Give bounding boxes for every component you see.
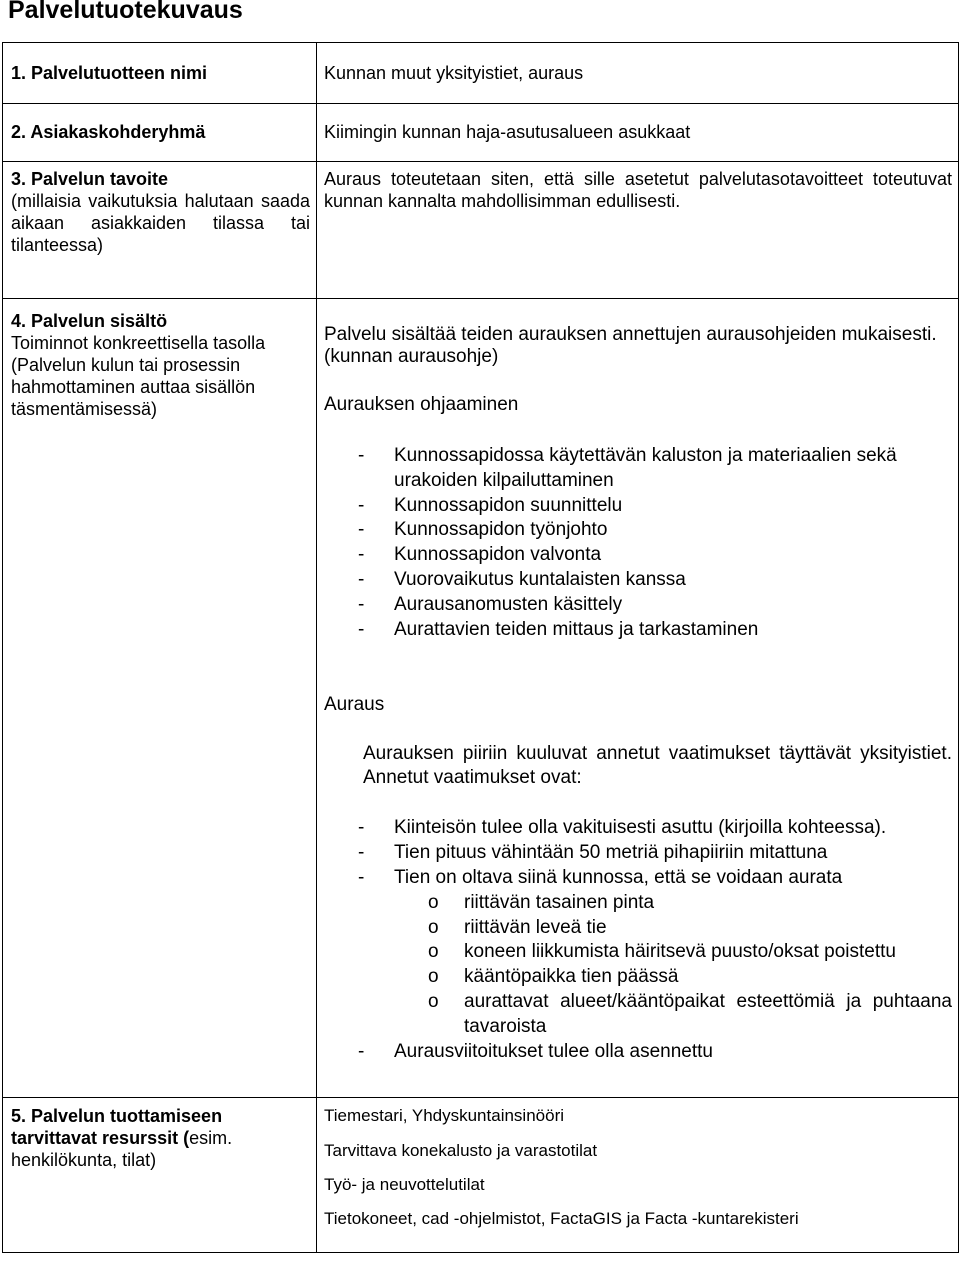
customer-group-value: Kiimingin kunnan haja-asutusalueen asukkaat: [324, 122, 691, 142]
content-intro: Palvelu sisältää teiden aurauksen annettujen aurausohjeiden mukaisesti.: [324, 324, 937, 345]
service-goal-label-cell: [3, 162, 317, 299]
list-item: - Vuorovaikutus kuntalaisten kanssa: [358, 568, 686, 590]
resource-item: Työ- ja neuvottelutilat: [324, 1175, 485, 1194]
resources-label: [11, 1105, 310, 1171]
list-item: - Kiinteisön tulee olla vakituisesti asuttu (kirjoilla kohteessa).: [358, 817, 887, 839]
guidance-heading: Aurauksen ohjaaminen: [324, 394, 519, 415]
requirements-list: [324, 816, 952, 890]
list-item: o riittävän tasainen pinta: [428, 891, 655, 913]
list-item: - Kunnossapidon työnjohto: [358, 519, 608, 541]
resources-label-cell: [3, 1098, 317, 1253]
customer-group-value-cell: [317, 104, 959, 162]
service-description-table: [2, 42, 959, 1253]
resources-label-rest: esim. henkilökunta, tilat): [11, 1128, 233, 1170]
service-content-label-cell: [3, 299, 317, 1098]
list-item: - Aurausanomusten käsittely: [358, 593, 623, 615]
resource-item: Tietokoneet, cad -ohjelmistot, FactaGIS ja Facta -kuntarekisteri: [324, 1209, 799, 1228]
requirements-sublist: [324, 891, 952, 1040]
list-item: - Aurattavien teiden mittaus ja tarkastaminen: [358, 618, 759, 640]
service-name-label-cell: [3, 43, 317, 104]
requirements-last: [324, 1040, 952, 1065]
row-service-name: [3, 43, 959, 104]
list-item: o kääntöpaikka tien päässä: [428, 966, 679, 988]
service-name-label: 1. Palvelutuotteen nimi: [11, 63, 208, 83]
list-item: - Aurausviitoitukset tulee olla asennettu: [358, 1040, 713, 1062]
list-item: o aurattavat alueet/kääntöpaikat esteettömiä ja puhtaana tavaroista: [428, 990, 952, 1037]
guidance-list: [324, 444, 952, 642]
plowing-text: Aurauksen piiriin kuuluvat annetut vaatimukset täyttävät yksityistiet. Annetut vaatimukset ovat:: [363, 743, 952, 789]
list-item: - Kunnossapidossa käytettävän kaluston ja materiaalien sekä urakoiden kilpailuttaminen: [358, 445, 897, 491]
service-content-label: 4. Palvelun sisältö: [11, 311, 168, 331]
list-item: - Tien on oltava siinä kunnossa, että se voidaan aurata: [358, 866, 843, 888]
service-name-value: Kunnan muut yksityistiet, auraus: [324, 63, 584, 83]
list-item: - Kunnossapidon valvonta: [358, 544, 602, 566]
row-service-goal: [3, 162, 959, 299]
service-content-sublabel: Toiminnot konkreettisella tasolla (Palvelun kulun tai prosessin hahmottaminen auttaa sisällön täsmentämisessä): [11, 333, 266, 419]
service-name-value-cell: [317, 43, 959, 104]
service-goal-value-cell: [317, 162, 959, 299]
row-resources: [3, 1098, 959, 1253]
customer-group-label-cell: [3, 104, 317, 162]
resource-item: Tarvittava konekalusto ja varastotilat: [324, 1141, 598, 1160]
resource-item: Tiemestari, Yhdyskuntainsinööri: [324, 1106, 565, 1125]
content-intro-note: (kunnan aurausohje): [324, 346, 499, 367]
list-item: - Kunnossapidon suunnittelu: [358, 494, 623, 516]
row-customer-group: [3, 104, 959, 162]
list-item: - Tien pituus vähintään 50 metriä pihapiiriin mitattuna: [358, 842, 828, 864]
resources-value-cell: [317, 1098, 959, 1253]
plowing-heading: Auraus: [324, 694, 385, 716]
service-goal-label: 3. Palvelun tavoite: [11, 169, 169, 189]
customer-group-label: 2. Asiakaskohderyhmä: [11, 122, 206, 142]
row-service-content: [3, 299, 959, 1098]
page-title: Palvelutuotekuvaus: [8, 0, 243, 24]
service-goal-value: Auraus toteutetaan siten, että sille asetetut palvelutasotavoitteet toteutuvat kunnan kannalta mahdollisimman edullisesti.: [324, 169, 952, 211]
list-item: o riittävän leveä tie: [428, 916, 607, 938]
resources-label-bold: 5. Palvelun tuottamiseen tarvittavat resurssit (: [11, 1106, 223, 1148]
service-content-value-cell: [317, 299, 959, 1098]
list-item: o koneen liikkumista häiritsevä puusto/oksat poistettu: [428, 941, 896, 963]
service-goal-sublabel: (millaisia vaikutuksia halutaan saada aikaan asiakkaiden tilassa tai tilanteessa): [11, 191, 310, 255]
